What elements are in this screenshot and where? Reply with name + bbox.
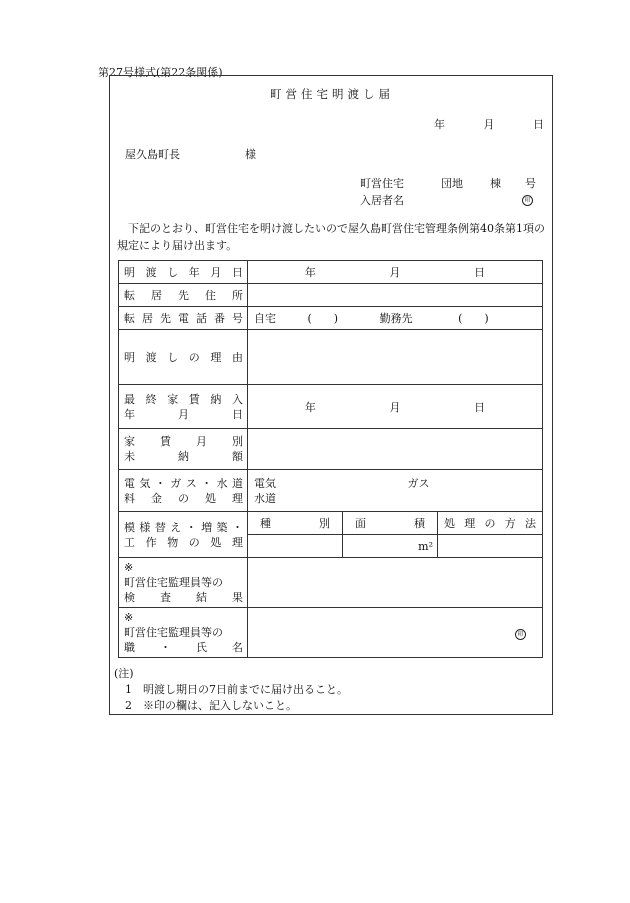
label-char: 先 xyxy=(178,289,189,302)
label-char: 理 xyxy=(232,491,243,505)
label-char: 賃 xyxy=(160,435,171,448)
year-label: 年 xyxy=(434,118,445,131)
area-unit: m² xyxy=(418,539,433,553)
form-table xyxy=(118,260,543,658)
unpaid-rent-label-2 xyxy=(124,449,243,464)
remodel-subtable xyxy=(248,512,542,557)
notes-heading: (注) xyxy=(114,667,134,680)
label-char: 由 xyxy=(231,351,243,364)
label-char: ・ xyxy=(231,520,243,534)
label-char: 検 xyxy=(124,591,135,604)
label-cell xyxy=(119,512,248,558)
label-char: ・ xyxy=(160,641,171,654)
row-reason xyxy=(119,330,543,385)
method-input[interactable] xyxy=(438,535,543,558)
label-char: 家 xyxy=(124,435,135,448)
electric-gas-line xyxy=(254,476,542,491)
label-char: 模 xyxy=(124,520,135,534)
label-char: 転 xyxy=(124,289,135,302)
label-char: 入 xyxy=(231,392,243,406)
address-label: 町営住宅 xyxy=(360,177,404,190)
label-char: ・ xyxy=(185,520,197,534)
label-char: 名 xyxy=(232,641,243,654)
reason-field[interactable] xyxy=(248,330,543,385)
label-char: ガ xyxy=(170,476,182,490)
row-unpaid-rent xyxy=(119,429,543,470)
label-char: 氏 xyxy=(196,641,207,654)
new-phone-field[interactable] xyxy=(248,307,543,330)
label-char: 理 xyxy=(210,351,222,364)
form-frame xyxy=(109,75,553,715)
building-label: 棟 xyxy=(490,177,501,190)
year-label: 年 xyxy=(304,266,316,279)
label-cell xyxy=(119,608,248,658)
inspection-field xyxy=(248,558,543,608)
utilities-label-1 xyxy=(124,476,243,491)
label-char: 金 xyxy=(151,491,162,505)
move-out-date-label xyxy=(124,264,243,280)
col-type-label xyxy=(254,515,336,531)
unpaid-rent-field[interactable] xyxy=(248,429,543,470)
label-char: 査 xyxy=(160,591,171,604)
label-char: 賃 xyxy=(188,392,200,406)
label-cell xyxy=(119,307,248,330)
label-char: 積 xyxy=(414,517,425,530)
month-label: 月 xyxy=(178,407,189,421)
label-char: 番 xyxy=(214,312,225,325)
label-char: 渡 xyxy=(145,351,157,364)
label-cell xyxy=(119,261,248,284)
label-char: 明 xyxy=(124,266,135,279)
label-char: し xyxy=(167,351,179,364)
inspector-label-1: 町営住宅監理員等の xyxy=(124,626,223,639)
month-label: 月 xyxy=(389,400,401,414)
submission-date xyxy=(434,116,544,132)
label-char: 料 xyxy=(124,491,135,505)
area-input[interactable] xyxy=(343,535,438,558)
new-address-field[interactable] xyxy=(248,284,543,307)
label-char: 様 xyxy=(139,520,151,534)
label-char: 作 xyxy=(145,535,157,549)
water-label: 水道 xyxy=(254,491,276,505)
home-phone-label: 自宅 xyxy=(254,312,276,325)
unit-label: 号 xyxy=(525,177,536,190)
label-cell xyxy=(119,385,248,429)
label-char: 号 xyxy=(232,312,243,325)
label-char: 未 xyxy=(124,450,135,463)
label-char: 終 xyxy=(145,392,157,406)
label-char: 日 xyxy=(231,266,243,279)
label-char: 最 xyxy=(124,392,135,406)
label-char: 納 xyxy=(178,450,189,463)
label-char: 種 xyxy=(260,517,271,530)
label-char: の xyxy=(178,491,189,505)
inspector-mark: ※ xyxy=(124,611,134,624)
day-label: 日 xyxy=(474,400,486,414)
row-new-address xyxy=(119,284,543,307)
form-title: 町営住宅明渡し届 xyxy=(270,87,394,101)
col-type-header xyxy=(248,512,343,535)
label-char: 居 xyxy=(151,289,162,302)
reason-label xyxy=(124,349,243,365)
remodel-field xyxy=(248,512,543,558)
label-char: の xyxy=(484,517,496,530)
label-char: 工 xyxy=(124,535,135,549)
year-label: 年 xyxy=(124,407,135,421)
label-char: 増 xyxy=(201,520,213,534)
label-cell xyxy=(119,429,248,470)
declaration-text: 下記のとおり、町営住宅を明け渡したいので屋久島町営住宅管理条例第40条第1項の規定により届け出ます。 xyxy=(117,222,545,252)
remodel-input-row xyxy=(248,535,542,558)
label-char: 先 xyxy=(160,312,171,325)
work-phone-paren: ( ) xyxy=(458,312,489,325)
utilities-field[interactable] xyxy=(248,470,543,512)
label-char: 月 xyxy=(210,266,222,279)
label-char: の xyxy=(188,535,200,549)
danchi-label: 団地 xyxy=(441,177,463,190)
inspection-mark: ※ xyxy=(124,561,134,574)
label-char: 水 xyxy=(216,476,228,490)
label-char: 替 xyxy=(154,520,166,534)
new-phone-label xyxy=(124,310,243,326)
row-move-out-date xyxy=(119,261,543,284)
label-cell xyxy=(119,470,248,512)
type-input[interactable] xyxy=(248,535,343,558)
label-char: ・ xyxy=(154,476,166,490)
label-char: 電 xyxy=(178,312,189,325)
final-rent-label xyxy=(124,392,243,407)
label-char: 面 xyxy=(355,517,366,530)
label-char: 転 xyxy=(124,312,135,325)
row-inspector xyxy=(119,608,543,658)
label-char: 築 xyxy=(216,520,228,534)
month-label: 月 xyxy=(389,266,401,279)
remodel-header-row xyxy=(248,512,542,535)
label-char: 月 xyxy=(196,435,207,448)
final-rent-date-label xyxy=(124,407,243,422)
home-phone-paren: ( ) xyxy=(307,312,339,325)
inspection-label-1: 町営住宅監理員等の xyxy=(124,576,223,589)
label-char: 話 xyxy=(196,312,207,325)
inspector-field xyxy=(248,608,543,658)
label-char: 処 xyxy=(444,517,455,530)
utilities-label-2 xyxy=(124,491,243,506)
label-char: 処 xyxy=(210,535,222,549)
label-cell xyxy=(119,330,248,385)
year-label: 年 xyxy=(304,400,316,414)
row-remodel xyxy=(119,512,543,558)
label-char: 家 xyxy=(167,392,179,406)
label-char: 気 xyxy=(139,476,151,490)
label-char: 理 xyxy=(464,517,476,530)
day-label: 日 xyxy=(474,266,486,279)
month-label: 月 xyxy=(483,118,495,131)
form-number: 第27号様式(第22条関係) xyxy=(98,66,223,79)
label-char: 別 xyxy=(232,435,243,448)
label-char: 額 xyxy=(232,450,243,463)
addressee-name: 屋久島町長 xyxy=(125,148,180,161)
move-out-date-field[interactable] xyxy=(248,261,543,284)
col-method-header xyxy=(438,512,543,535)
new-address-label xyxy=(124,287,243,303)
label-char: ・ xyxy=(201,476,213,490)
label-char: 果 xyxy=(232,591,243,604)
label-char: え xyxy=(170,520,182,534)
inspector-label-2 xyxy=(124,640,243,655)
seal-mark-container xyxy=(522,192,533,206)
remodel-label-1 xyxy=(124,520,243,535)
day-label: 日 xyxy=(533,118,544,131)
label-char: 結 xyxy=(196,591,207,604)
note-item: 2 ※印の欄は、記入しないこと。 xyxy=(125,699,297,712)
label-char: 処 xyxy=(205,491,216,505)
tenant-name-label: 入居者名 xyxy=(360,194,404,207)
label-char: 方 xyxy=(504,517,516,530)
notes xyxy=(114,666,348,714)
remodel-label-2 xyxy=(124,535,243,550)
label-cell xyxy=(119,284,248,307)
label-char: 渡 xyxy=(145,266,157,279)
label-char: 物 xyxy=(167,535,179,549)
label-char: 居 xyxy=(142,312,153,325)
label-char: 職 xyxy=(124,641,135,654)
label-char: 電 xyxy=(124,476,135,490)
label-char: 別 xyxy=(319,517,330,530)
label-char: 法 xyxy=(525,517,536,530)
inspection-label-2 xyxy=(124,590,243,605)
seal-icon: 印 xyxy=(522,195,533,206)
label-char: 年 xyxy=(188,266,200,279)
col-area-header xyxy=(343,512,438,535)
row-utilities xyxy=(119,470,543,512)
row-new-phone xyxy=(119,307,543,330)
final-rent-field[interactable] xyxy=(248,385,543,429)
addressee-honorific: 様 xyxy=(245,148,256,161)
work-phone-label: 勤務先 xyxy=(379,312,413,325)
col-method-label xyxy=(444,515,536,531)
label-char: 所 xyxy=(232,289,243,302)
label-char: 明 xyxy=(124,351,135,364)
day-label: 日 xyxy=(232,407,243,421)
seal-icon: 印 xyxy=(515,629,526,640)
row-final-rent xyxy=(119,385,543,429)
note-item: 1 明渡し期日の7日前までに届け出ること。 xyxy=(125,683,348,696)
row-inspection xyxy=(119,558,543,608)
unpaid-rent-label-1 xyxy=(124,434,243,449)
label-char: 理 xyxy=(231,535,243,549)
label-char: 道 xyxy=(231,476,243,490)
label-char: 納 xyxy=(210,392,222,406)
label-char: し xyxy=(167,266,179,279)
label-char: 住 xyxy=(205,289,216,302)
label-char: の xyxy=(188,351,200,364)
gas-label: ガス xyxy=(407,476,430,490)
label-char: ス xyxy=(185,476,197,490)
col-area-label xyxy=(349,515,431,531)
label-cell xyxy=(119,558,248,608)
electric-label: 電気 xyxy=(254,476,276,490)
